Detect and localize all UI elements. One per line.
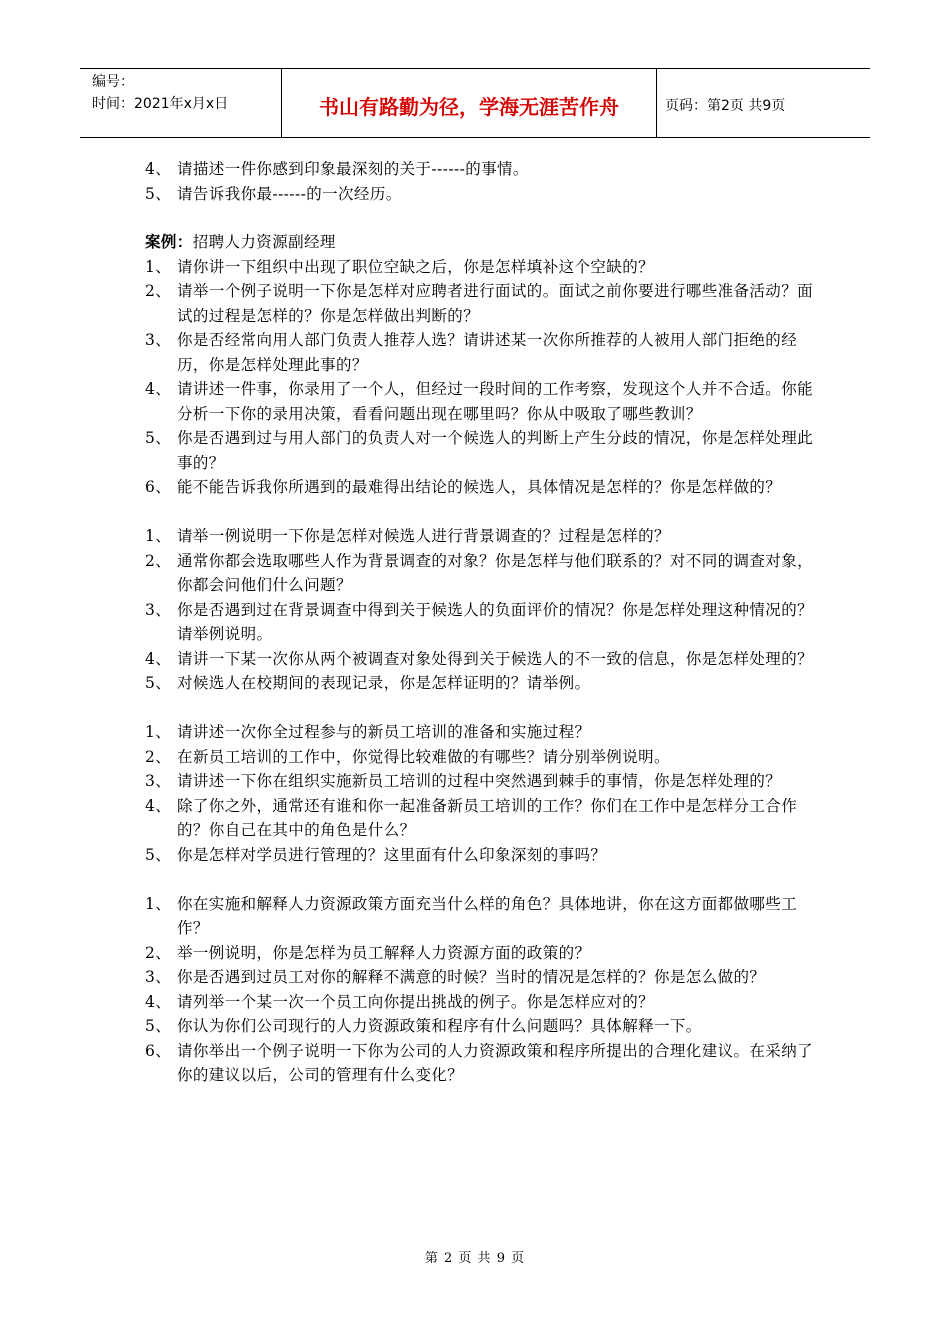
list-item: [145, 182, 825, 207]
item-number: 4、: [145, 796, 172, 815]
case-label: 案例：: [145, 233, 193, 251]
list-item: [145, 255, 825, 280]
list-item: [145, 549, 825, 598]
item-number: 3、: [145, 772, 172, 790]
item-text: 请举一例说明一下你是怎样对候选人进行背景调查的？过程是怎样的？: [177, 527, 670, 545]
list-item: [145, 377, 825, 426]
item-number: 3、: [145, 968, 172, 986]
item-number: 5、: [145, 1017, 172, 1035]
item-text: 你是怎样对学员进行管理的？这里面有什么印象深刻的事吗？: [177, 845, 607, 864]
question-group-onboarding-training: [145, 720, 825, 867]
page-header: [80, 68, 870, 138]
list-item: [145, 1039, 825, 1088]
item-number: 5、: [145, 674, 172, 692]
code-label: 编号：: [92, 74, 134, 90]
list-item: [145, 598, 825, 647]
item-number: 2、: [145, 747, 172, 766]
item-number: 2、: [145, 551, 172, 570]
list-item: [145, 328, 825, 377]
item-text: 你是否遇到过在背景调查中得到关于候选人的负面评价的情况？你是怎样处理这种情况的？请举例说明。: [177, 600, 814, 643]
item-number: 6、: [145, 478, 172, 496]
item-text: 能不能告诉我你所遇到的最难得出结论的候选人，具体情况是怎样的？你是怎样做的？: [177, 478, 782, 496]
item-number: 6、: [145, 1041, 172, 1060]
item-number: 4、: [145, 380, 172, 398]
item-text: 请举一个例子说明一下你是怎样对应聘者进行面试的。面试之前你要进行哪些准备活动？面试的过程是怎样的？你是怎样做出判断的？: [177, 282, 814, 325]
case-title: 招聘人力资源副经理: [192, 233, 336, 251]
item-text: 请描述一件你感到印象最深刻的关于------的事情。: [177, 160, 529, 178]
list-item: [145, 647, 825, 672]
item-text: 在新员工培训的工作中，你觉得比较难做的有哪些？请分别举例说明。: [177, 747, 670, 766]
question-group-background-check: [145, 524, 825, 696]
list-item: [145, 965, 825, 990]
item-text: 请列举一个某一次一个员工向你提出挑战的例子。你是怎样应对的？: [177, 992, 655, 1011]
item-number: 2、: [145, 943, 172, 962]
list-item: [145, 941, 825, 966]
time-label: 时间：2021年x月x日: [92, 96, 229, 112]
item-text: 举一例说明，你是怎样为员工解释人力资源方面的政策的？: [177, 943, 591, 962]
item-number: 3、: [145, 600, 172, 619]
item-number: 1、: [145, 527, 172, 545]
question-group-recruitment: [145, 255, 825, 500]
case-heading: [145, 230, 825, 255]
list-item: [145, 475, 825, 500]
page-footer: 第 2 页 共 9 页: [424, 1251, 526, 1266]
item-number: 5、: [145, 184, 172, 203]
item-text: 对候选人在校期间的表现记录，你是怎样证明的？请举例。: [177, 674, 591, 692]
item-text: 除了你之外，通常还有谁和你一起准备新员工培训的工作？你们在工作中是怎样分工合作的？你自己在其中的角色是什么？: [177, 796, 798, 839]
item-number: 4、: [145, 992, 172, 1011]
item-text: 请讲述一件事，你录用了一个人，但经过一段时间的工作考察，发现这个人并不合适。你能分析一下你的录用决策，看看问题出现在哪里吗？你从中吸取了哪些教训？: [177, 380, 814, 423]
header-page-label: 页码：第2页 共9页: [665, 98, 786, 114]
item-text: 请讲述一次你全过程参与的新员工培训的准备和实施过程？: [177, 723, 591, 741]
list-item: [145, 990, 825, 1015]
header-motto: 书山有路勤为径，学海无涯苦作舟: [282, 69, 657, 137]
item-text: 你是否遇到过员工对你的解释不满意的时候？当时的情况是怎样的？你是怎么做的？: [177, 968, 766, 986]
list-item: [145, 720, 825, 745]
item-text: 你是否遇到过与用人部门的负责人对一个候选人的判断上产生分歧的情况，你是怎样处理此事的？: [177, 429, 814, 472]
item-number: 4、: [145, 160, 172, 178]
item-text: 你认为你们公司现行的人力资源政策和程序有什么问题吗？具体解释一下。: [177, 1017, 702, 1035]
item-number: 1、: [145, 723, 172, 741]
list-item: [145, 426, 825, 475]
item-text: 通常你都会选取哪些人作为背景调查的对象？你是怎样与他们联系的？对不同的调查对象，你都会问他们什么问题？: [177, 551, 814, 594]
item-number: 1、: [145, 257, 172, 276]
item-number: 5、: [145, 429, 172, 447]
list-item: [145, 892, 825, 941]
item-number: 3、: [145, 331, 172, 349]
item-number: 1、: [145, 894, 172, 913]
document-body: [145, 157, 825, 1088]
item-text: 你在实施和解释人力资源政策方面充当什么样的角色？具体地讲，你在这方面都做哪些工作？: [177, 894, 798, 937]
item-text: 你是否经常向用人部门负责人推荐人选？请讲述某一次你所推荐的人被用人部门拒绝的经历，你是怎样处理此事的？: [177, 331, 798, 374]
item-text: 请讲述一下你在组织实施新员工培训的过程中突然遇到棘手的事情，你是怎样处理的？: [177, 772, 782, 790]
item-text: 请告诉我你最------的一次经历。: [177, 184, 402, 203]
item-text: 请讲一下某一次你从两个被调查对象处得到关于候选人的不一致的信息，你是怎样处理的？: [177, 649, 814, 668]
item-number: 5、: [145, 845, 172, 864]
item-number: 4、: [145, 649, 172, 668]
question-group-hr-policy: [145, 892, 825, 1088]
item-text: 请你举出一个例子说明一下你为公司的人力资源政策和程序所提出的合理化建议。在采纳了你的建议以后，公司的管理有什么变化？: [177, 1041, 814, 1084]
list-item: [145, 745, 825, 770]
list-item: [145, 769, 825, 794]
list-item: [145, 279, 825, 328]
item-number: 2、: [145, 282, 172, 300]
item-text: 请你讲一下组织中出现了职位空缺之后，你是怎样填补这个空缺的？: [177, 257, 655, 276]
list-item: [145, 524, 825, 549]
list-item: [145, 843, 825, 868]
list-item: [145, 157, 825, 182]
intro-list: [145, 157, 825, 206]
list-item: [145, 794, 825, 843]
header-meta: [80, 69, 282, 137]
list-item: [145, 671, 825, 696]
list-item: [145, 1014, 825, 1039]
